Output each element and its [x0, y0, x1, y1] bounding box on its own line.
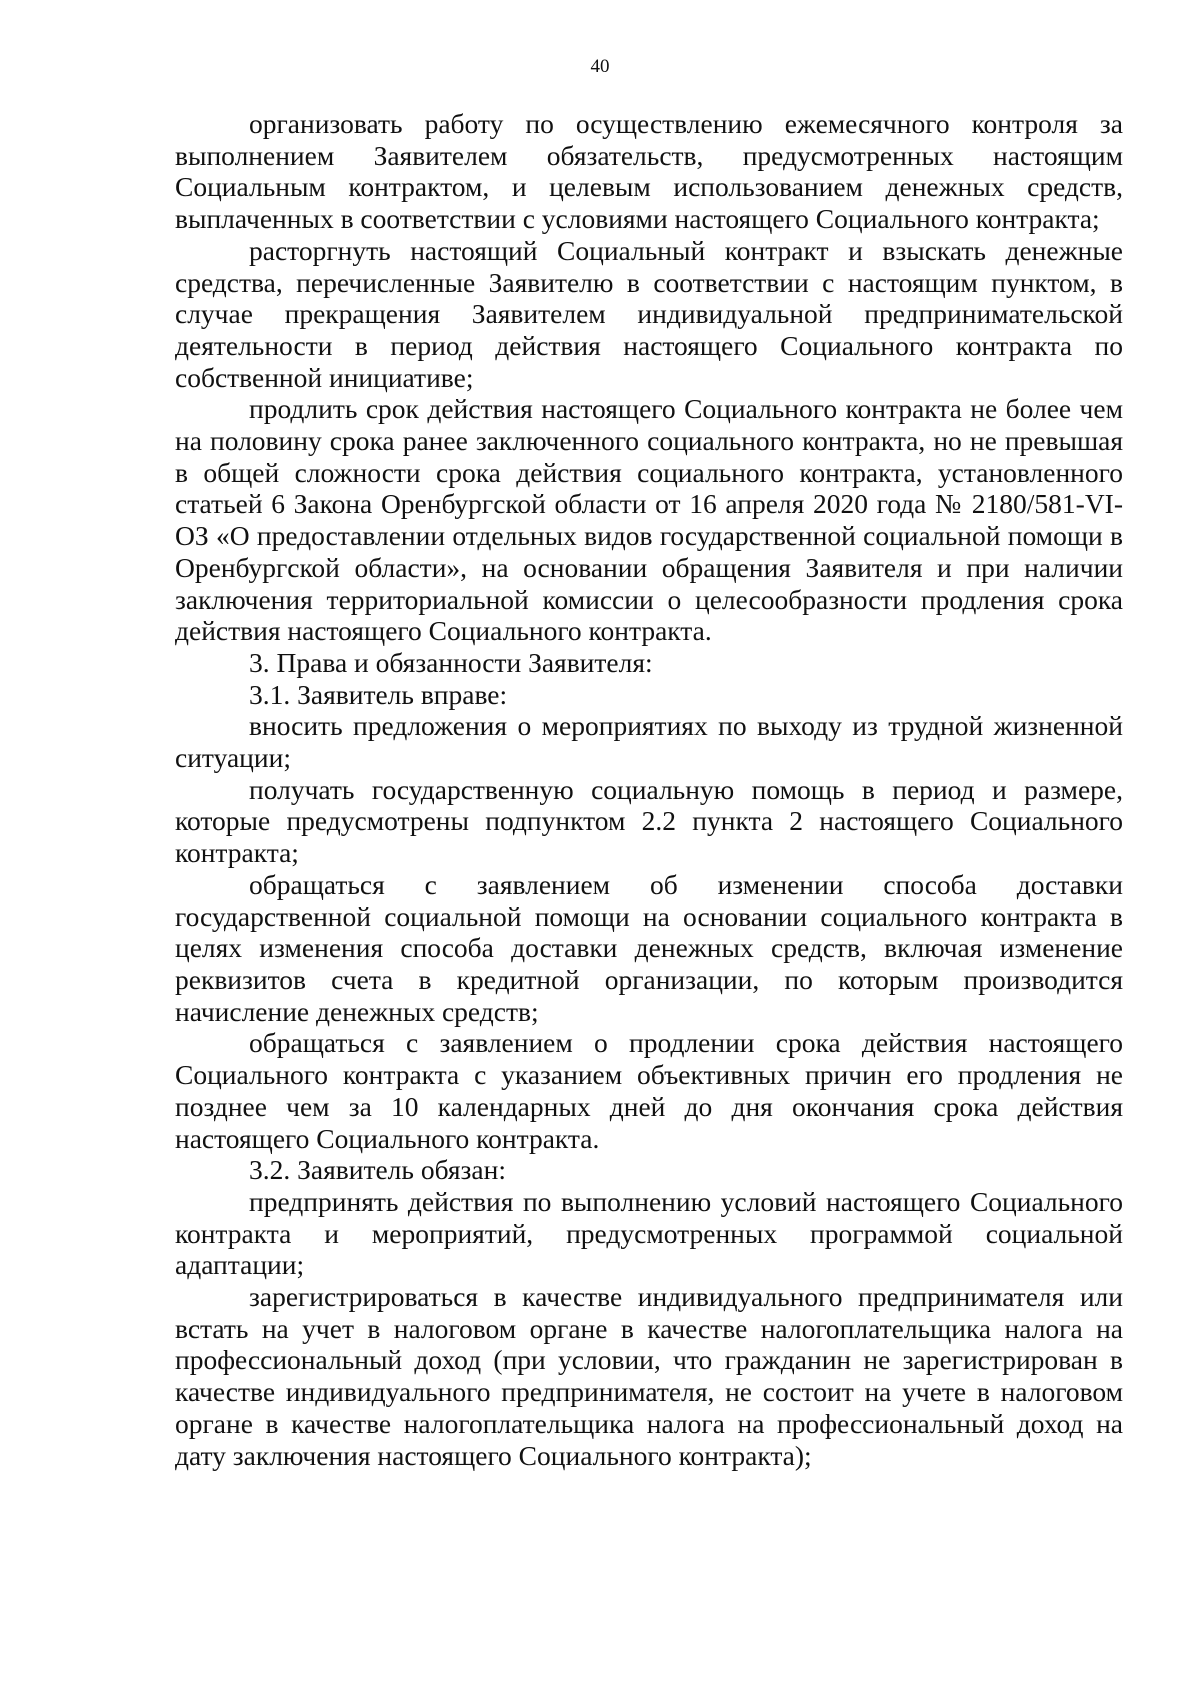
paragraph-right-proposals: вносить предложения о мероприятиях по выходу из трудной жизненной ситуации; — [175, 710, 1123, 774]
paragraph-extend-contract: продлить срок действия настоящего Социального контракта не более чем на половину срока ранее заключенного социального контракта, но не превышая в общей сложности срока действия социального контракта, установленного статьей 6 Закона Оренбургской области от 16 апреля 2020 года № 2180/581-VI-ОЗ «О предоставлении отдельных видов государственной социальной помощи в Оренбургской области», на основании обращения Заявителя и при наличии заключения территориальной комиссии о целесообразности продления срока действия настоящего Социального контракта. — [175, 393, 1123, 647]
subsection-heading-duties: 3.2. Заявитель обязан: — [249, 1154, 506, 1186]
paragraph-terminate-contract: расторгнуть настоящий Социальный контракт и взыскать денежные средства, перечисленные Заявителю в соответствии с настоящим пунктом, в случае прекращения Заявителем индивидуальной предпринимательской деятельности в период действия настоящего Социального контракта по собственной инициативе; — [175, 234, 1123, 393]
paragraph-right-change-delivery: обращаться с заявлением об изменении способа доставки государственной социальной помощи на основании социального контракта в целях изменения способа доставки денежных средств, включая изменение реквизитов счета в кредитной организации, по которым производится начисление денежных средств; — [175, 868, 1123, 1027]
paragraph-right-receive-aid: получать государственную социальную помощь в период и размере, которые предусмотрены подпунктом 2.2 пункта 2 настоящего Социального контракта; — [175, 773, 1123, 869]
paragraph-duty-fulfil-conditions: предпринять действия по выполнению условий настоящего Социального контракта и мероприятий, предусмотренных программой социальной адаптации; — [175, 1185, 1123, 1281]
section-heading-rights-duties: 3. Права и обязанности Заявителя: — [249, 646, 653, 678]
paragraph-control-duty: организовать работу по осуществлению ежемесячного контроля за выполнением Заявителем обязательств, предусмотренных настоящим Социальным контрактом, и целевым использованием денежных средств, выплаченных в соответствии с условиями настоящего Социального контракта; — [175, 108, 1123, 235]
paragraph-duty-register: зарегистрироваться в качестве индивидуального предпринимателя или встать на учет в налоговом органе в качестве налогоплательщика налога на профессиональный доход (при условии, что гражданин не зарегистрирован в качестве индивидуального предпринимателя, не состоит на учете в налоговом органе в качестве налогоплательщика налога на профессиональный доход на дату заключения настоящего Социального контракта); — [175, 1281, 1123, 1471]
document-body — [175, 108, 1123, 1471]
subsection-heading-rights: 3.1. Заявитель вправе: — [249, 678, 508, 710]
paragraph-right-extension-request: обращаться с заявлением о продлении срока действия настоящего Социального контракта с указанием объективных причин его продления не позднее чем за 10 календарных дней до дня окончания срока действия настоящего Социального контракта. — [175, 1027, 1123, 1154]
page-number: 40 — [590, 56, 610, 77]
